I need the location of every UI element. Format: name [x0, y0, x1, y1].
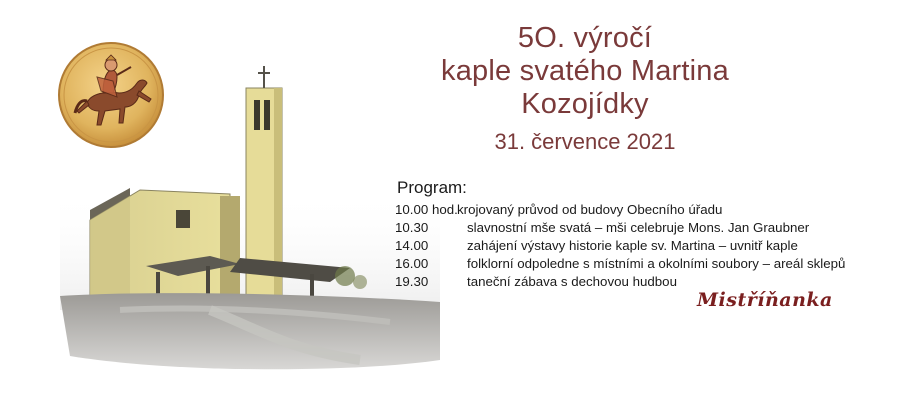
program-time: 16.00: [395, 256, 429, 271]
band-name: Mistříňanka: [697, 289, 833, 311]
program-description: folklorní odpoledne s místními a okolními soubory – areál sklepů: [467, 256, 846, 271]
anniversary-title: 5O. výročí: [517, 22, 653, 54]
village-name: Kozojídky: [521, 88, 649, 120]
program-item: [395, 219, 895, 237]
program-item: [395, 201, 895, 219]
program-description: krojovaný průvod od budovy Obecního úřadu: [457, 202, 723, 217]
program-time: 10.30: [395, 220, 429, 235]
program-time: 19.30: [395, 274, 429, 289]
program-description: zahájení výstavy historie kaple sv. Martina – uvnitř kaple: [467, 238, 798, 253]
event-date: 31. července 2021: [494, 129, 676, 154]
chapel-name: kaple svatého Martina: [441, 55, 729, 87]
program-time: 10.00 hod.: [395, 202, 458, 217]
program-heading: Program:: [397, 178, 467, 197]
chapel-photo: [60, 60, 440, 380]
program-description: slavnostní mše svatá – mši celebruje Mons. Jan Graubner: [467, 220, 810, 235]
program-time: 14.00: [395, 238, 429, 253]
event-title-block: [430, 22, 740, 155]
program-item: [395, 237, 895, 255]
program-item: [395, 255, 895, 273]
program-section: [395, 178, 895, 291]
program-description: taneční zábava s dechovou hudbou: [467, 274, 677, 289]
